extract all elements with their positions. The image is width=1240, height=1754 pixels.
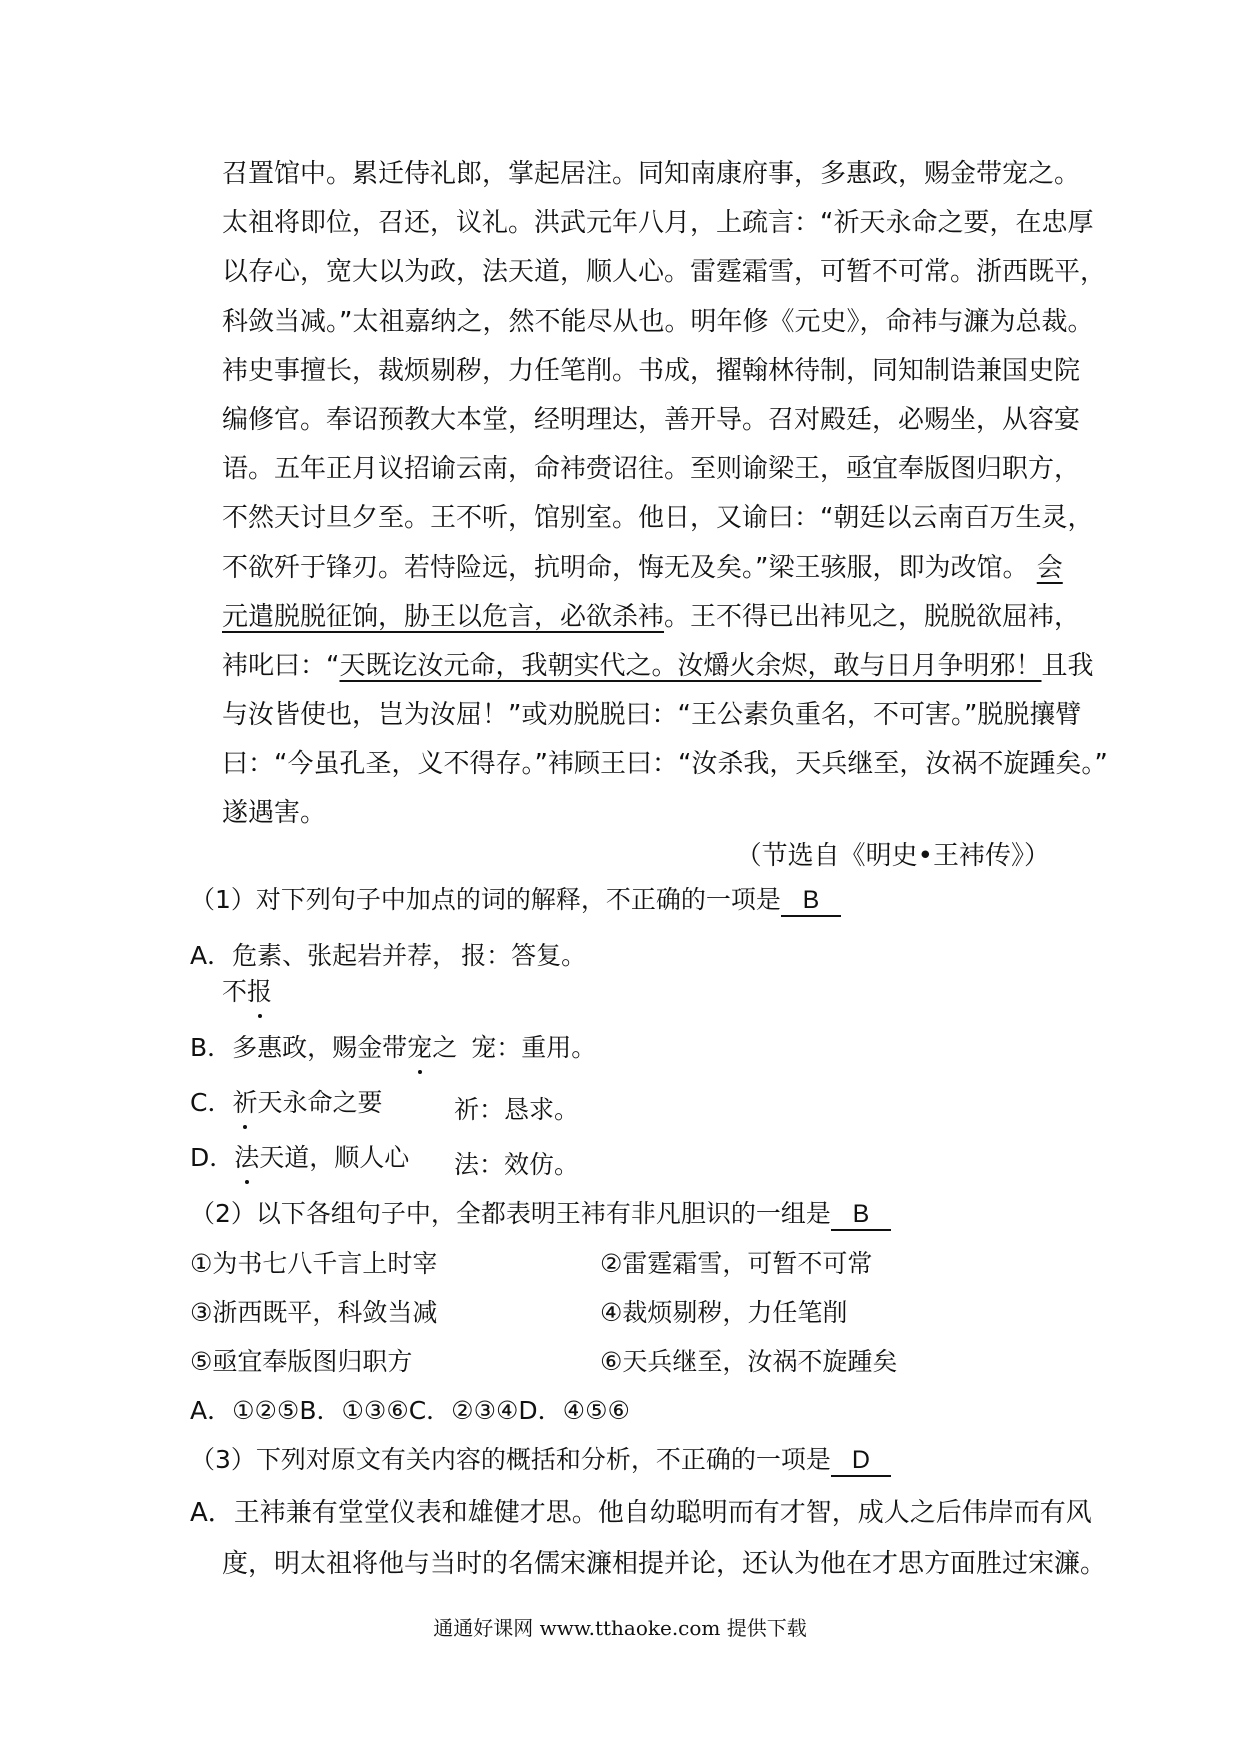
page-footer: 通通好课网 www.tthaoke.com 提供下载 xyxy=(433,1616,807,1640)
q2-item: ①为书七八千言上时宰 xyxy=(190,1249,438,1278)
passage-text: 不欲歼于锋刃。若恃险远，抗明命，悔无及矣。”梁王骇服，即为改馆。 xyxy=(222,552,1029,583)
passage-line xyxy=(222,593,1081,642)
passage-line: 科敛当减。”太祖嘉纳之，然不能尽从也。明年修《元史》，命袆与濂为总裁。 xyxy=(222,306,1094,337)
dotted-word: 报 xyxy=(247,972,272,1012)
option-text: 天道，顺人心 xyxy=(259,1143,410,1172)
option-label: B． xyxy=(190,1033,233,1062)
passage-line: 与汝皆使也，岂为汝屈！”或劝脱脱曰：“王公素负重名，不可害。”脱脱攘臂 xyxy=(222,700,1082,731)
dotted-word: 祈 xyxy=(232,1083,257,1123)
answer-blank: B xyxy=(781,885,841,917)
passage-line: 召置馆中。累迁侍礼郎，掌起居注。同知南康府事，多惠政，赐金带宠之。 xyxy=(222,159,1081,189)
option-label: D． xyxy=(190,1143,235,1172)
classical-chinese-passage xyxy=(222,150,1108,839)
passage-line xyxy=(222,544,1062,593)
option-text: 之 xyxy=(432,1033,458,1062)
passage-text: 袆叱曰：“ xyxy=(222,650,340,681)
q3-option-a-line: A．王袆兼有堂堂仪表和雄健才思。他自幼聪明而有才智，成人之后伟岸而有风 xyxy=(190,1498,1092,1528)
question-text: （3）下列对原文有关内容的概括和分析，不正确的一项是 xyxy=(190,1445,831,1474)
option-label: C． xyxy=(190,1088,233,1117)
answer-blank: B xyxy=(831,1199,891,1231)
option-text: 天永命之要 xyxy=(257,1088,383,1117)
question-1-stem xyxy=(190,880,841,920)
q2-item: ④裁烦剔秽，力任笔削 xyxy=(600,1298,848,1327)
option-gloss: 报：答复。 xyxy=(461,941,587,970)
q1-option-a-continued xyxy=(222,972,272,1012)
underlined-sentence-start: 会 xyxy=(1036,552,1063,583)
q1-option-c-gloss: 祈：恳求。 xyxy=(454,1095,580,1124)
passage-line: 以存心，宽大以为政，法天道，顺人心。雷霆霜雪，可暂不可常。浙西既平， xyxy=(222,257,1107,288)
passage-text: 且我 xyxy=(1041,650,1094,681)
option-text: 危素、张起岩并荐， xyxy=(232,941,458,970)
option-text: 不 xyxy=(222,977,248,1006)
passage-line: 遂遇害。 xyxy=(222,798,327,829)
question-text: （2）以下各组句子中，全都表明王袆有非凡胆识的一组是 xyxy=(190,1199,831,1228)
question-3-stem xyxy=(190,1440,891,1480)
passage-line: 袆史事擅长，裁烦剔秽，力任笔削。书成，擢翰林待制，同知制诰兼国史院 xyxy=(222,355,1081,386)
passage-text: 。王不得已出袆见之，脱脱欲屈袆， xyxy=(664,601,1081,632)
q2-item: ②雷霆霜雪，可暂不可常 xyxy=(600,1249,873,1278)
q3-option-a-line: 度，明太祖将他与当时的名儒宋濂相提并论，还认为他在才思方面胜过宋濂。 xyxy=(222,1549,1107,1579)
passage-source: （节选自《明史•王袆传》） xyxy=(735,841,1050,871)
q2-item: ⑤亟宜奉版图归职方 xyxy=(190,1347,413,1376)
q2-item: ③浙西既平，科敛当减 xyxy=(190,1298,438,1327)
option-text: 多惠政，赐金带 xyxy=(232,1033,408,1062)
option-label: A． xyxy=(190,941,233,970)
answer-blank: D xyxy=(831,1445,891,1477)
passage-line xyxy=(222,642,1094,691)
option-gloss: 宠：重用。 xyxy=(471,1033,597,1062)
q1-option-b xyxy=(190,1028,596,1068)
passage-line: 曰：“今虽孔圣，义不得存。”袆顾王曰：“汝杀我，天兵继至，汝祸不旋踵矣。” xyxy=(222,749,1108,780)
q1-option-a xyxy=(190,936,586,976)
q2-options: A．①②⑤B．①③⑥C．②③④D．④⑤⑥ xyxy=(190,1396,630,1425)
dotted-word: 宠 xyxy=(407,1028,432,1068)
underlined-sentence: 天既讫汝元命，我朝实代之。汝爝火余烬，敢与日月争明邪！ xyxy=(339,650,1042,681)
q2-item: ⑥天兵继至，汝祸不旋踵矣 xyxy=(600,1347,898,1376)
underlined-sentence: 元遣脱脱征饷，胁王以危言，必欲杀袆 xyxy=(222,601,665,632)
question-text: （1）对下列句子中加点的词的解释，不正确的一项是 xyxy=(190,885,781,914)
passage-line: 太祖将即位，召还，议礼。洪武元年八月，上疏言：“祈天永命之要，在忠厚 xyxy=(222,208,1094,239)
passage-line: 语。五年正月议招谕云南，命袆赍诏往。至则谕梁王，亟宜奉版图归职方， xyxy=(222,454,1081,485)
passage-line: 不然天讨旦夕至。王不听，馆别室。他日，又谕曰：“朝廷以云南百万生灵， xyxy=(222,503,1094,534)
q1-option-c xyxy=(190,1083,383,1123)
passage-line: 编修官。奉诏预教大本堂，经明理达，善开导。召对殿廷，必赐坐，从容宴 xyxy=(222,404,1081,435)
q1-option-d-gloss: 法：效仿。 xyxy=(454,1150,580,1179)
q1-option-d xyxy=(190,1138,409,1178)
dotted-word: 法 xyxy=(234,1138,259,1178)
question-2-stem xyxy=(190,1194,891,1234)
